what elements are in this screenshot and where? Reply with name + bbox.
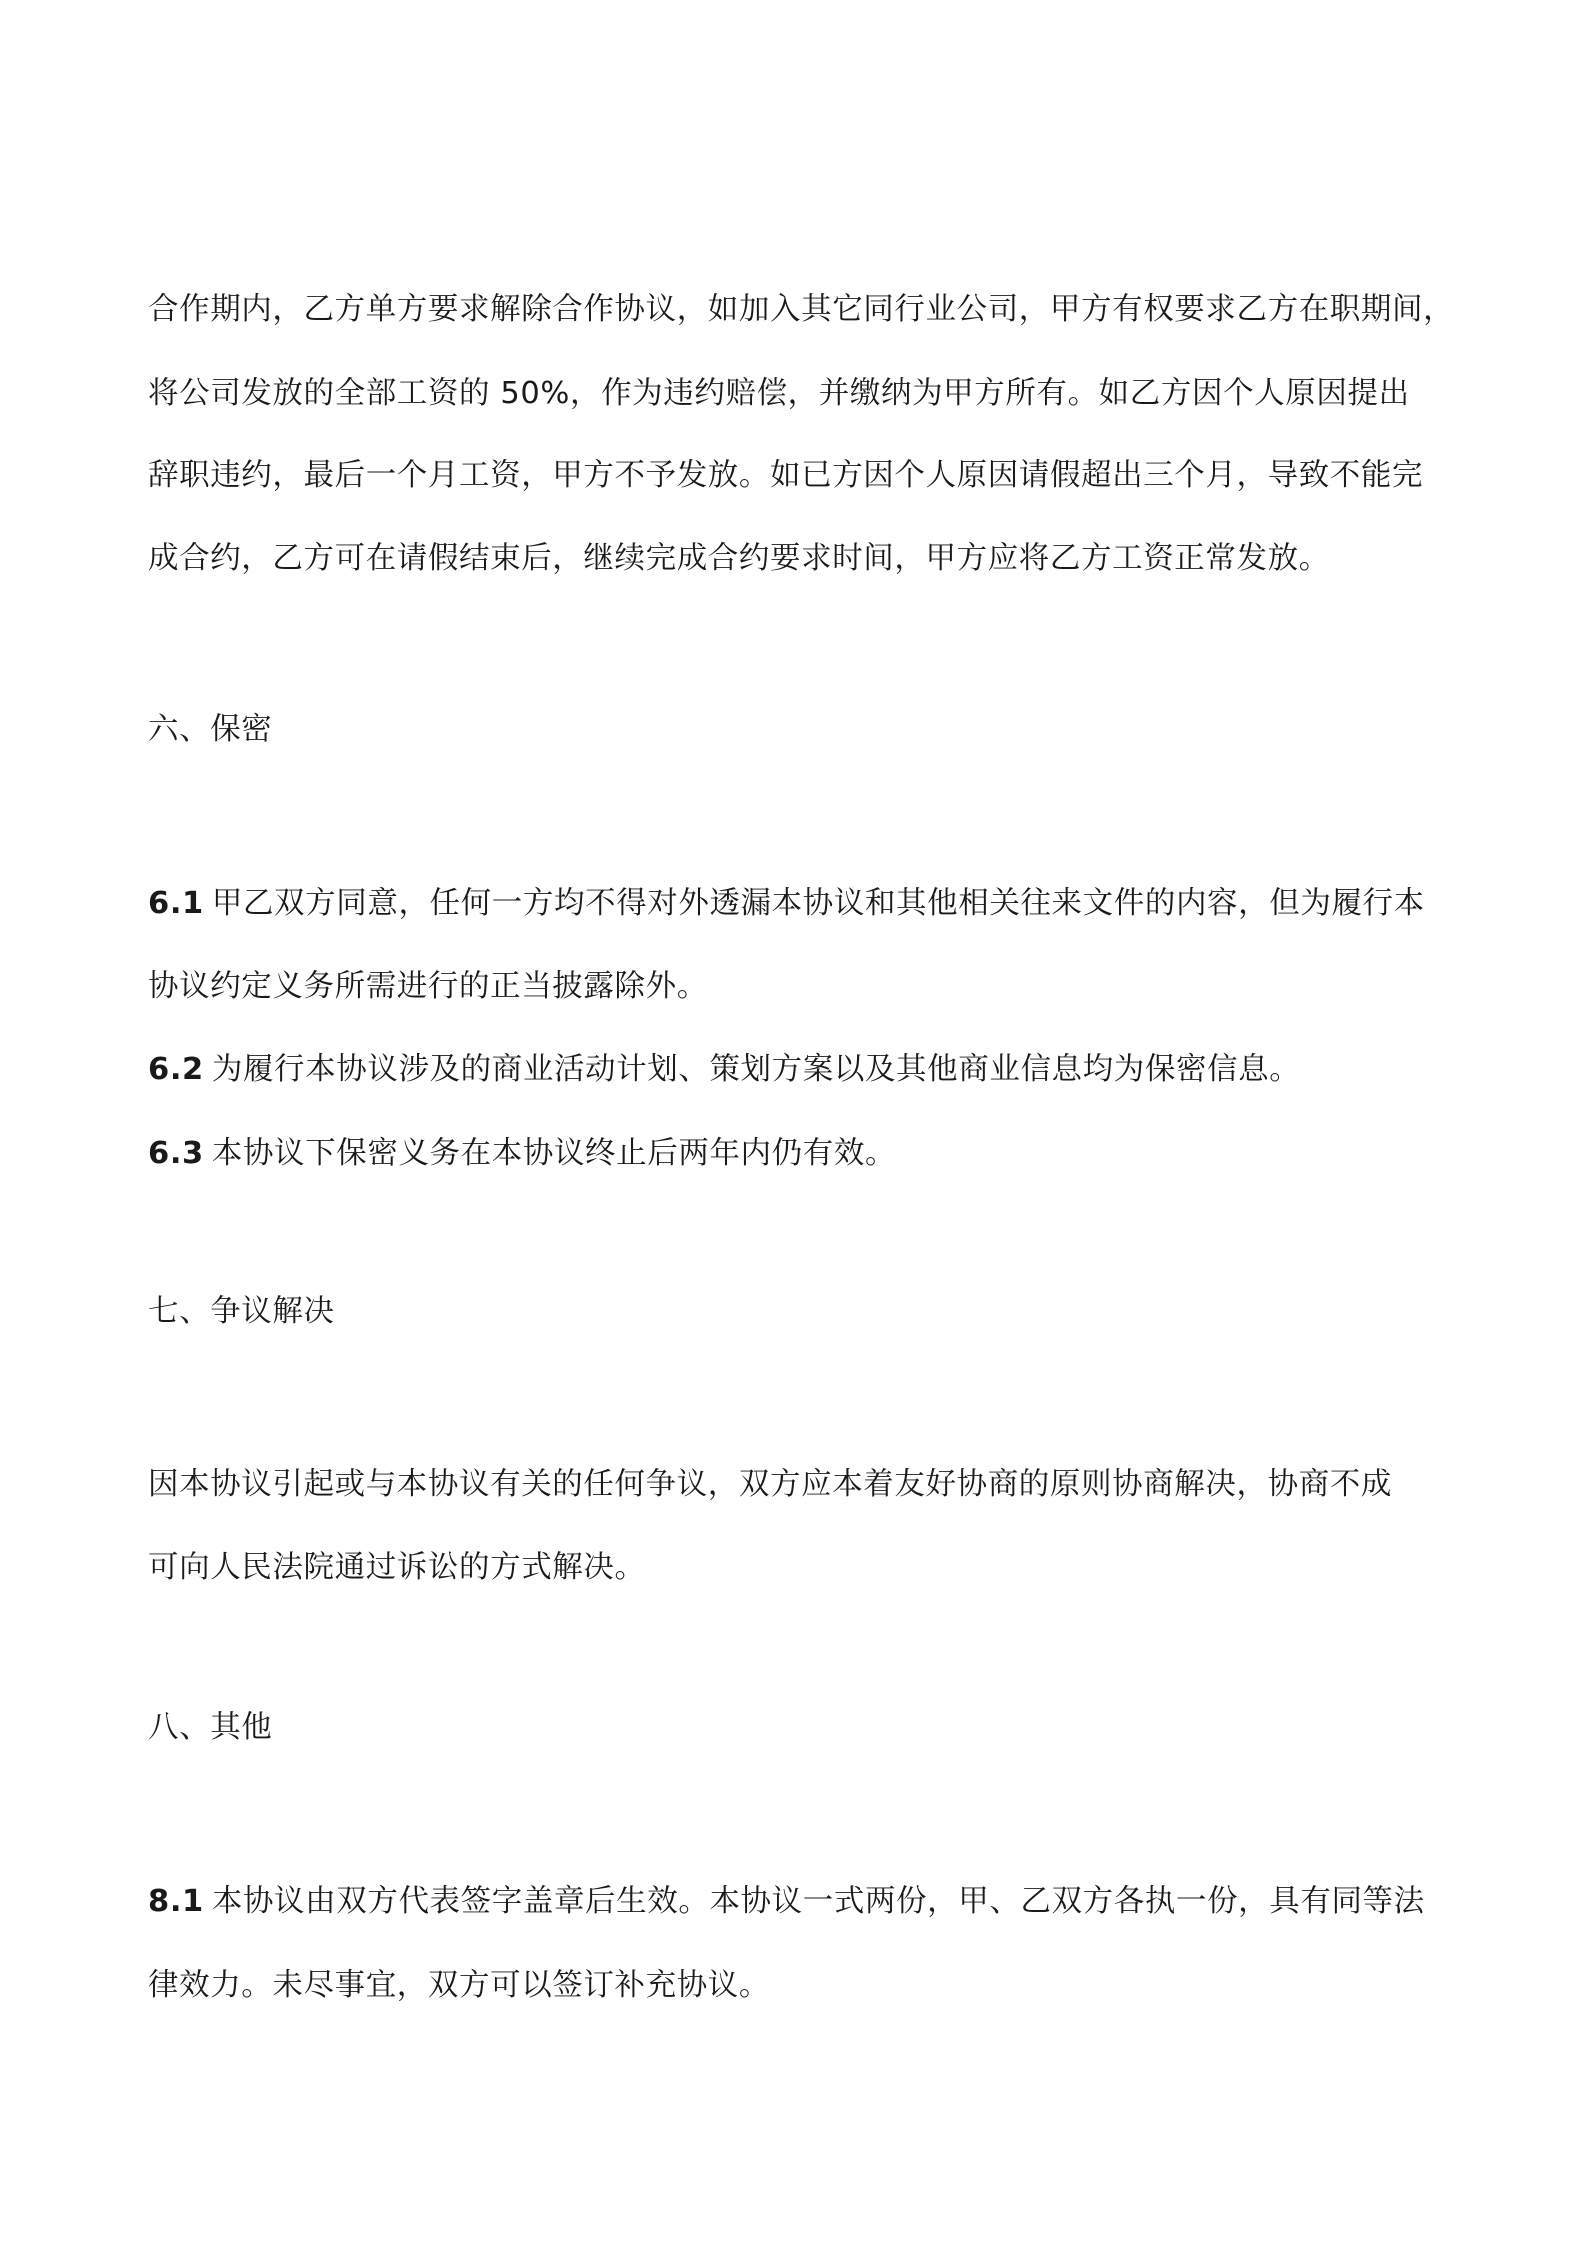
clause-6-2-text: 为履行本协议涉及的商业活动计划、策划方案以及其他商业信息均为保密信息。 bbox=[211, 1052, 1301, 1087]
clause-6-3 bbox=[148, 1134, 896, 1174]
clause-8-1-line-2: 律效力。未尽事宜，双方可以签订补充协议。 bbox=[148, 1968, 770, 2003]
clause-6-2 bbox=[148, 1050, 1300, 1090]
termination-paragraph-line-1: 合作期内，乙方单方要求解除合作协议，如加入其它同行业公司，甲方有权要求乙方在职期间， bbox=[148, 292, 1455, 327]
clause-6-1-text-1: 甲乙双方同意，任何一方均不得对外透漏本协议和其他相关往来文件的内容，但为履行本 bbox=[211, 886, 1425, 921]
clause-8-1-number: 8.1 bbox=[148, 1884, 204, 1919]
clause-6-3-text: 本协议下保密义务在本协议终止后两年内仍有效。 bbox=[211, 1136, 897, 1171]
section-6-heading: 六、保密 bbox=[148, 712, 273, 747]
clause-6-1-number: 6.1 bbox=[148, 886, 204, 921]
section-7-heading: 七、争议解决 bbox=[148, 1294, 335, 1329]
termination-paragraph-line-4: 成合约，乙方可在请假结束后，继续完成合约要求时间，甲方应将乙方工资正常发放。 bbox=[148, 541, 1330, 576]
clause-6-3-number: 6.3 bbox=[148, 1136, 204, 1171]
termination-paragraph-line-2: 将公司发放的全部工资的 50%，作为违约赔偿，并缴纳为甲方所有。如乙方因个人原因提出 bbox=[148, 376, 1410, 411]
clause-6-2-number: 6.2 bbox=[148, 1052, 204, 1087]
clause-6-1-line-1 bbox=[148, 884, 1425, 924]
termination-paragraph-line-3: 辞职违约，最后一个月工资，甲方不予发放。如已方因个人原因请假超出三个月，导致不能完 bbox=[148, 458, 1424, 493]
section-8-heading: 八、其他 bbox=[148, 1710, 273, 1745]
clause-8-1-line-1 bbox=[148, 1882, 1425, 1922]
section-7-line-2: 可向人民法院通过诉讼的方式解决。 bbox=[148, 1550, 646, 1585]
clause-6-1-line-2: 协议约定义务所需进行的正当披露除外。 bbox=[148, 969, 708, 1004]
clause-8-1-text-1: 本协议由双方代表签字盖章后生效。本协议一式两份，甲、乙双方各执一份，具有同等法 bbox=[211, 1884, 1425, 1919]
section-7-line-1: 因本协议引起或与本协议有关的任何争议，双方应本着友好协商的原则协商解决，协商不成 bbox=[148, 1467, 1392, 1502]
